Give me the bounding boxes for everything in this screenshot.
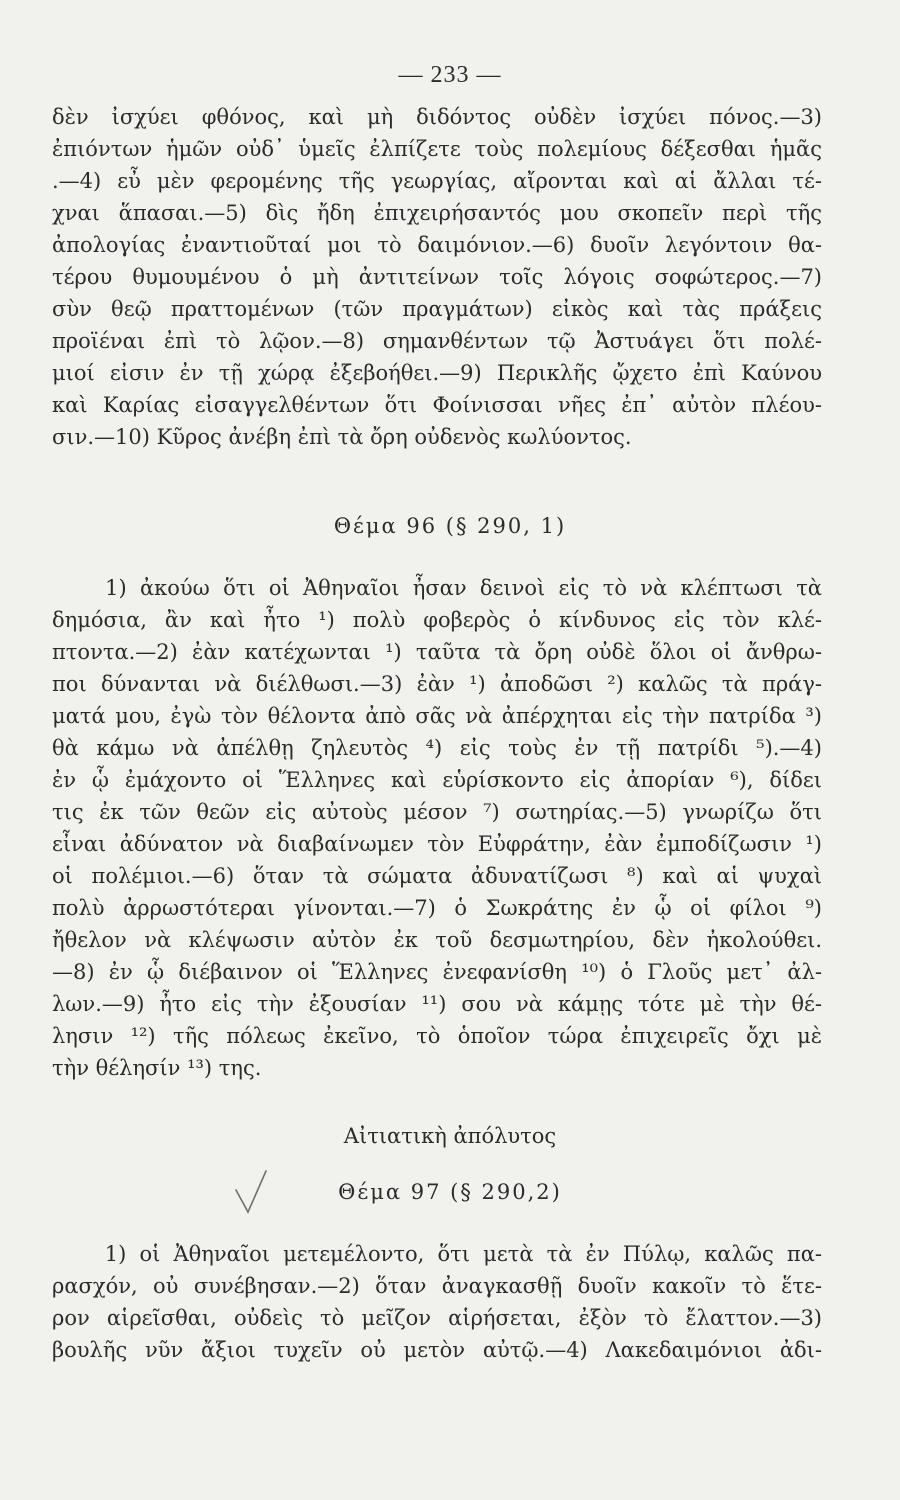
text-line: θὰ κάμω νὰ ἀπέλθῃ ζηλευτὸς ⁴) εἰς τοὺς ἐν τῇ πατρίδι ⁵).—4) — [52, 736, 822, 760]
text-line: ματά μου, ἐγὼ τὸν θέλοντα ἀπὸ σᾶς νὰ ἀπέρχηται εἰς τὴν πατρίδα ³) — [52, 704, 822, 728]
text-line: ποι δύνανται νὰ διέλθωσι.—3) ἐὰν ¹) ἀποδῶσι ²) καλῶς τὰ πράγ- — [52, 672, 822, 696]
page-number: — 233 — — [398, 62, 502, 88]
text-line: τὴν θέλησίν ¹³) της. — [52, 1056, 262, 1080]
heading-thema-97: Θέμα 97 (§ 290,2) — [338, 1180, 562, 1204]
text-line: προϊέναι ἐπὶ τὸ λῷον.—8) σημανθέντων τῷ Ἀστυάγει ὅτι πολέ- — [52, 329, 822, 353]
text-line: δημόσια, ἂν καὶ ἦτο ¹) πολὺ φοβερὸς ὁ κίνδυνος εἰς τὸν κλέ- — [52, 608, 822, 632]
text-line: ρον αἱρεῖσθαι, οὐδεὶς τὸ μεῖζον αἱρήσεται, ἐξὸν τὸ ἔλαττον.—3) — [52, 1306, 822, 1330]
text-line: χναι ἅπασαι.—5) δὶς ἤδη ἐπιχειρήσαντός μου σκοπεῖν περὶ τῆς — [52, 201, 822, 225]
text-line: βουλῆς νῦν ἄξιοι τυχεῖν οὐ μετὸν αὐτῷ.—4) Λακεδαιμόνιοι ἀδι- — [52, 1338, 822, 1362]
text-line: καὶ Καρίας εἰσαγγελθέντων ὅτι Φοίνισσαι νῆες ἐπ᾽ αὐτὸν πλέου- — [52, 393, 822, 417]
text-line: 1) οἱ Ἀθηναῖοι μετεμέλοντο, ὅτι μετὰ τὰ ἐν Πύλῳ, καλῶς πα- — [52, 1242, 822, 1266]
heading-aitiatiki-apolytos: Αἰτιατικὴ ἀπόλυτος — [343, 1124, 557, 1148]
exercise-continuation-text — [52, 101, 822, 453]
text-line: τέρου θυμουμένου ὁ μὴ ἀντιτείνων τοῖς λόγοις σοφώτερος.—7) — [52, 265, 822, 289]
text-line: τις ἐκ τῶν θεῶν εἰς αὐτοὺς μέσον ⁷) σωτηρίας.—5) γνωρίζω ὅτι — [52, 800, 822, 824]
text-line: ἐπιόντων ἡμῶν οὐδ᾽ ὑμεῖς ἐλπίζετε τοὺς πολεμίους δέξεσθαι ἡμᾶς — [52, 137, 822, 161]
text-line: μιοί εἰσιν ἐν τῇ χώρᾳ ἐξεβοήθει.—9) Περικλῆς ᾤχετο ἐπὶ Καύνου — [52, 361, 822, 385]
heading-thema-96: Θέμα 96 (§ 290, 1) — [333, 514, 567, 538]
text-line: σὺν θεῷ πραττομένων (τῶν πραγμάτων) εἰκὸς καὶ τὰς πράξεις — [52, 297, 822, 321]
text-line: .—4) εὖ μὲν φερομένης τῆς γεωργίας, αἴρονται καὶ αἱ ἄλλαι τέ- — [52, 169, 822, 193]
text-line: λων.—9) ἦτο εἰς τὴν ἐξουσίαν ¹¹) σου νὰ κάμῃς τότε μὲ τὴν θέ- — [52, 992, 822, 1016]
text-line: ἤθελον νὰ κλέψωσιν αὐτὸν ἐκ τοῦ δεσμωτηρίου, δὲν ἠκολούθει. — [52, 928, 822, 952]
exercise-96-text — [52, 572, 822, 1084]
text-line: πτοντα.—2) ἐὰν κατέχωνται ¹) ταῦτα τὰ ὄρη οὐδὲ ὅλοι οἱ ἄνθρω- — [52, 640, 822, 664]
exercise-97-text — [52, 1238, 822, 1366]
text-line: ἀπολογίας ἐναντιοῦταί μοι τὸ δαιμόνιον.—6) δυοῖν λεγόντοιν θα- — [52, 233, 822, 257]
text-line: σιν.—10) Κῦρος ἀνέβη ἐπὶ τὰ ὄρη οὐδενὸς κωλύοντος. — [52, 425, 632, 449]
text-line: οἱ πολέμιοι.—6) ὅταν τὰ σώματα ἀδυνατίζωσι ⁸) καὶ αἱ ψυχαὶ — [52, 864, 822, 888]
text-line: ἐν ᾧ ἐμάχοντο οἱ Ἕλληνες καὶ εὑρίσκοντο εἰς ἀπορίαν ⁶), δίδει — [52, 768, 822, 792]
text-line: ρασχόν, οὐ συνέβησαν.—2) ὅταν ἀναγκασθῇ δυοῖν κακοῖν τὸ ἕτε- — [52, 1274, 822, 1298]
text-line: δὲν ἰσχύει φθόνος, καὶ μὴ διδόντος οὐδὲν ἰσχύει πόνος.—3) — [52, 105, 822, 129]
text-line: πολὺ ἀρρωστότεραι γίνονται.—7) ὁ Σωκράτης ἐν ᾧ οἱ φίλοι ⁹) — [52, 896, 822, 920]
text-line: —8) ἐν ᾧ διέβαινον οἱ Ἕλληνες ἐνεφανίσθη ¹⁰) ὁ Γλοῦς μετ᾽ ἀλ- — [52, 960, 822, 984]
text-line: εἶναι ἀδύνατον νὰ διαβαίνωμεν τὸν Εὐφράτην, ἐὰν ἐμποδίζωσιν ¹) — [52, 832, 822, 856]
text-line: 1) ἀκούω ὅτι οἱ Ἀθηναῖοι ἦσαν δεινοὶ εἰς τὸ νὰ κλέπτωσι τὰ — [52, 576, 822, 600]
text-line: λησιν ¹²) τῆς πόλεως ἐκεῖνο, τὸ ὁποῖον τώρα ἐπιχειρεῖς ὄχι μὲ — [52, 1024, 822, 1048]
